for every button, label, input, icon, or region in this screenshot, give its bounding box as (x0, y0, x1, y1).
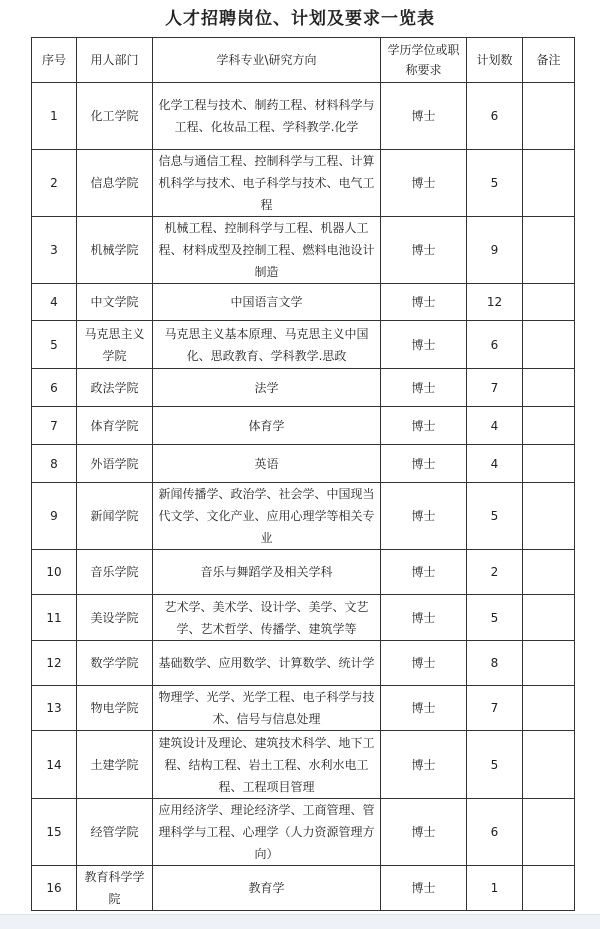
cell-count: 5 (467, 595, 523, 641)
cell-no: 13 (32, 686, 77, 731)
table-row (32, 595, 575, 641)
cell-count: 9 (467, 217, 523, 284)
cell-note (523, 150, 575, 217)
cell-degree: 博士 (381, 550, 467, 595)
cell-major: 音乐与舞蹈学及相关学科 (153, 550, 381, 595)
cell-count: 8 (467, 641, 523, 686)
cell-no: 4 (32, 284, 77, 321)
table-row (32, 483, 575, 550)
cell-major: 应用经济学、理论经济学、工商管理、管理科学与工程、心理学（人力资源管理方向） (153, 799, 381, 866)
cell-no: 15 (32, 799, 77, 866)
cell-degree: 博士 (381, 150, 467, 217)
header-count: 计划数 (467, 38, 523, 83)
table-row (32, 445, 575, 483)
cell-note (523, 217, 575, 284)
cell-dept: 音乐学院 (77, 550, 153, 595)
cell-degree: 博士 (381, 369, 467, 407)
cell-degree: 博士 (381, 83, 467, 150)
cell-dept: 马克思主义学院 (77, 321, 153, 369)
cell-no: 7 (32, 407, 77, 445)
cell-major: 英语 (153, 445, 381, 483)
cell-note (523, 686, 575, 731)
cell-no: 10 (32, 550, 77, 595)
cell-degree: 博士 (381, 217, 467, 284)
cell-no: 1 (32, 83, 77, 150)
cell-major: 建筑设计及理论、建筑技术科学、地下工程、结构工程、岩土工程、水利水电工程、工程项目管理 (153, 731, 381, 799)
cell-dept: 信息学院 (77, 150, 153, 217)
table-row (32, 407, 575, 445)
table-row (32, 641, 575, 686)
cell-no: 8 (32, 445, 77, 483)
cell-dept: 教育科学学院 (77, 866, 153, 911)
cell-major: 教育学 (153, 866, 381, 911)
cell-degree: 博士 (381, 731, 467, 799)
cell-no: 11 (32, 595, 77, 641)
cell-note (523, 866, 575, 911)
cell-note (523, 321, 575, 369)
cell-dept: 化工学院 (77, 83, 153, 150)
cell-note (523, 407, 575, 445)
cell-degree: 博士 (381, 407, 467, 445)
cell-no: 12 (32, 641, 77, 686)
cell-dept: 数学学院 (77, 641, 153, 686)
header-note: 备注 (523, 38, 575, 83)
cell-count: 1 (467, 866, 523, 911)
cell-dept: 政法学院 (77, 369, 153, 407)
cell-no: 9 (32, 483, 77, 550)
table-row (32, 799, 575, 866)
cell-dept: 经管学院 (77, 799, 153, 866)
cell-no: 14 (32, 731, 77, 799)
cell-major: 基础数学、应用数学、计算数学、统计学 (153, 641, 381, 686)
cell-dept: 中文学院 (77, 284, 153, 321)
cell-dept: 美设学院 (77, 595, 153, 641)
cell-note (523, 445, 575, 483)
cell-major: 物理学、光学、光学工程、电子科学与技术、信号与信息处理 (153, 686, 381, 731)
table-row (32, 686, 575, 731)
table-row (32, 550, 575, 595)
cell-count: 2 (467, 550, 523, 595)
table-row (32, 150, 575, 217)
cell-degree: 博士 (381, 445, 467, 483)
table-row (32, 369, 575, 407)
cell-note (523, 641, 575, 686)
cell-count: 7 (467, 369, 523, 407)
header-no: 序号 (32, 38, 77, 83)
table-row (32, 217, 575, 284)
table-row (32, 866, 575, 911)
cell-count: 5 (467, 731, 523, 799)
cell-no: 3 (32, 217, 77, 284)
cell-count: 5 (467, 150, 523, 217)
cell-note (523, 369, 575, 407)
cell-degree: 博士 (381, 321, 467, 369)
cell-note (523, 83, 575, 150)
cell-major: 体育学 (153, 407, 381, 445)
page-title: 人才招聘岗位、计划及要求一览表 (165, 9, 435, 29)
cell-count: 12 (467, 284, 523, 321)
cell-degree: 博士 (381, 483, 467, 550)
cell-count: 6 (467, 799, 523, 866)
cell-degree: 博士 (381, 866, 467, 911)
recruitment-table (31, 37, 575, 911)
header-degree: 学历学位或职称要求 (381, 38, 467, 83)
cell-note (523, 483, 575, 550)
cell-dept: 土建学院 (77, 731, 153, 799)
cell-major: 马克思主义基本原理、马克思主义中国化、思政教育、学科教学.思政 (153, 321, 381, 369)
table-row (32, 731, 575, 799)
cell-major: 法学 (153, 369, 381, 407)
cell-note (523, 550, 575, 595)
cell-note (523, 595, 575, 641)
bottom-bar (0, 914, 600, 929)
table-row (32, 83, 575, 150)
cell-dept: 机械学院 (77, 217, 153, 284)
cell-note (523, 731, 575, 799)
cell-dept: 物电学院 (77, 686, 153, 731)
cell-dept: 体育学院 (77, 407, 153, 445)
cell-degree: 博士 (381, 641, 467, 686)
cell-no: 2 (32, 150, 77, 217)
cell-count: 5 (467, 483, 523, 550)
cell-count: 6 (467, 321, 523, 369)
header-major: 学科专业\研究方向 (153, 38, 381, 83)
cell-major: 新闻传播学、政治学、社会学、中国现当代文学、文化产业、应用心理学等相关专业 (153, 483, 381, 550)
cell-major: 机械工程、控制科学与工程、机器人工程、材料成型及控制工程、燃料电池设计制造 (153, 217, 381, 284)
cell-count: 6 (467, 83, 523, 150)
cell-degree: 博士 (381, 595, 467, 641)
cell-degree: 博士 (381, 799, 467, 866)
header-dept: 用人部门 (77, 38, 153, 83)
table-row (32, 321, 575, 369)
cell-dept: 外语学院 (77, 445, 153, 483)
cell-degree: 博士 (381, 686, 467, 731)
cell-major: 化学工程与技术、制药工程、材料科学与工程、化妆品工程、学科教学.化学 (153, 83, 381, 150)
table-row (32, 284, 575, 321)
cell-count: 4 (467, 445, 523, 483)
table-header-row (32, 38, 575, 83)
cell-note (523, 799, 575, 866)
cell-major: 中国语言文学 (153, 284, 381, 321)
cell-dept: 新闻学院 (77, 483, 153, 550)
cell-major: 艺术学、美术学、设计学、美学、文艺学、艺术哲学、传播学、建筑学等 (153, 595, 381, 641)
cell-no: 16 (32, 866, 77, 911)
cell-degree: 博士 (381, 284, 467, 321)
cell-major: 信息与通信工程、控制科学与工程、计算机科学与技术、电子科学与技术、电气工程 (153, 150, 381, 217)
cell-count: 7 (467, 686, 523, 731)
cell-no: 5 (32, 321, 77, 369)
cell-note (523, 284, 575, 321)
cell-no: 6 (32, 369, 77, 407)
cell-count: 4 (467, 407, 523, 445)
